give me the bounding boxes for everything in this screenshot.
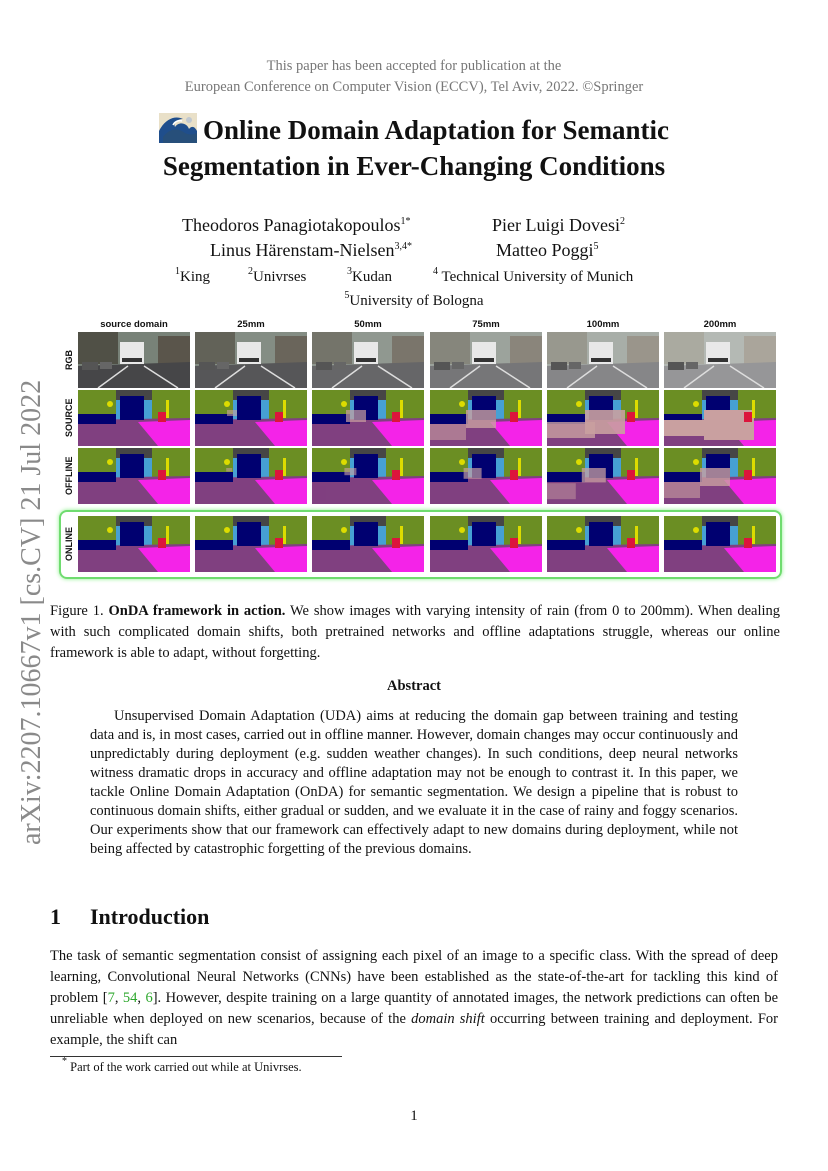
figure-tile (547, 448, 659, 504)
affiliation-sup: 3 (347, 266, 352, 277)
footnote-mark: * (62, 1056, 67, 1067)
section-title: Introduction (90, 904, 210, 929)
figure-tile (430, 332, 542, 388)
author-name: Linus Härenstam-Nielsen (210, 240, 395, 260)
caption-label: Figure 1. (50, 603, 104, 619)
affiliation-name: Technical University of Munich (438, 269, 634, 285)
author-sup: 2 (620, 216, 625, 227)
intro-text: ]. However, despite training on a large quantity of annotated images, the network predictions can often be unreliable when deployed on new scenarios, because of the (50, 990, 779, 1027)
figure-tile (547, 332, 659, 388)
author-name: Pier Luigi Dovesi (492, 215, 620, 235)
row-label: ONLINE (64, 527, 74, 562)
citation-link[interactable]: 7 (107, 990, 115, 1006)
figure-tile (78, 516, 190, 572)
section-heading (50, 904, 209, 930)
citation-separator: , (137, 990, 146, 1006)
page-number: 1 (410, 1108, 418, 1124)
title-line1: Online Domain Adaptation for Semantic (202, 115, 670, 145)
footnote-rule (50, 1056, 342, 1057)
figure-tile (664, 516, 776, 572)
affiliation-5 (0, 290, 828, 312)
figure-tile (664, 390, 776, 446)
figure-tile (312, 332, 424, 388)
author-1 (182, 213, 410, 237)
author-2 (492, 213, 625, 237)
citation-link[interactable]: 54 (122, 990, 138, 1006)
figure-tile (195, 332, 307, 388)
affiliation-1 (175, 266, 210, 288)
citation-link[interactable]: 6 (145, 990, 153, 1006)
figure-tile (195, 448, 307, 504)
figure-tile (547, 390, 659, 446)
figure-tile (78, 332, 190, 388)
author-3 (210, 238, 412, 262)
section-number: 1 (50, 904, 61, 929)
column-header: 200mm (703, 319, 737, 330)
acceptance-note-line1: This paper has been accepted for publication at the (266, 58, 562, 74)
figure-tile (78, 390, 190, 446)
figure-tile (312, 448, 424, 504)
caption-bold: OnDA framework in action. (108, 603, 286, 619)
row-label: SOURCE (64, 398, 74, 438)
affiliation-sup: 2 (248, 266, 253, 277)
column-header: source domain (100, 319, 168, 330)
footnote-text: Part of the work carried out while at Univrses. (67, 1060, 302, 1074)
affiliation-name: King (180, 269, 210, 285)
column-header: 75mm (472, 319, 500, 330)
intro-text: The task of semantic segmentation consist of assigning each pixel of an image to a specific class. With the spread of deep learning, Convolutional Neural Networks (CNNs) have been established as the state-of-the-art for tackling this kind of problem [ (50, 948, 778, 1006)
affiliation-sup: 4 (433, 266, 438, 277)
arxiv-stamp: arXiv:2207.10667v1 [cs.CV] 21 Jul 2022 (16, 379, 47, 845)
affiliation-sup: 5 (344, 290, 350, 301)
figure-tile (312, 516, 424, 572)
citation-separator: , (114, 990, 123, 1006)
column-header: 50mm (354, 319, 382, 330)
intro-emphasis: domain shift (411, 1011, 485, 1027)
author-sup: 1* (400, 216, 411, 227)
row-label: OFFLINE (64, 456, 74, 496)
abstract-heading: Abstract (387, 678, 441, 694)
figure-tile (430, 448, 542, 504)
caption-text: We show images with varying intensity of rain (from 0 to 200mm). When dealing with such complicated domain shifts, both pretrained networks and offline adaptations struggle, whereas our online framework is able to adapt, without forgetting. (50, 603, 780, 661)
figure-tile (312, 390, 424, 446)
author-name: Theodoros Panagiotakopoulos (182, 215, 401, 235)
affiliation-name: University of Bologna (349, 293, 484, 309)
affiliation-sup: 1 (175, 266, 180, 277)
column-header: 25mm (237, 319, 265, 330)
row-label: RGB (64, 350, 74, 370)
affiliation-2 (248, 266, 306, 288)
acceptance-note (0, 56, 828, 98)
paper-title (0, 112, 828, 184)
figure-tile (430, 390, 542, 446)
affiliation-3 (347, 266, 392, 288)
author-sup: 5 (593, 241, 599, 252)
footnote (62, 1056, 302, 1075)
figure-tile (78, 448, 190, 504)
title-line2: Segmentation in Ever-Changing Conditions (162, 151, 666, 181)
abstract-text: Unsupervised Domain Adaptation (UDA) aims at reducing the domain gap between training and testing data and is, in most cases, carried out in offline manner. However, domain changes may occur continuously and unpredictably during deployment (e.g. sudden weather changes). In such conditions, deep neural networks witness dramatic drops in accuracy and offline adaptation may not be enough to contrast it. In this paper, we tackle Online Domain Adaptation (OnDA) for semantic segmentation. We design a pipeline that is robust to continuous domain shifts, either gradual or sudden, and we evaluate it in the case of rainy and foggy scenarios. Our experiments show that our framework can effectively adapt to new domains during deployment, while not being affected by catastrophic forgetting of the previous domains. (90, 708, 738, 857)
intro-text: occurring between training and deployment. For example, the shift can (50, 1011, 778, 1048)
figure-caption (50, 601, 780, 664)
figure-tile (195, 516, 307, 572)
intro-paragraph (50, 946, 778, 1051)
figure-tile (664, 332, 776, 388)
author-name: Matteo Poggi (496, 240, 594, 260)
figure-tile (547, 516, 659, 572)
affiliation-4 (433, 266, 633, 288)
wave-icon (159, 113, 197, 143)
affiliation-name: Kudan (352, 269, 392, 285)
figure-tile (195, 390, 307, 446)
author-sup: 3,4* (394, 241, 412, 252)
acceptance-note-line2: European Conference on Computer Vision (ECCV), Tel Aviv, 2022. ©Springer (184, 79, 644, 95)
column-header: 100mm (586, 319, 620, 330)
figure-tile (664, 448, 776, 504)
author-4 (496, 238, 599, 262)
figure-tile (430, 516, 542, 572)
affiliation-name: Univrses (253, 269, 307, 285)
